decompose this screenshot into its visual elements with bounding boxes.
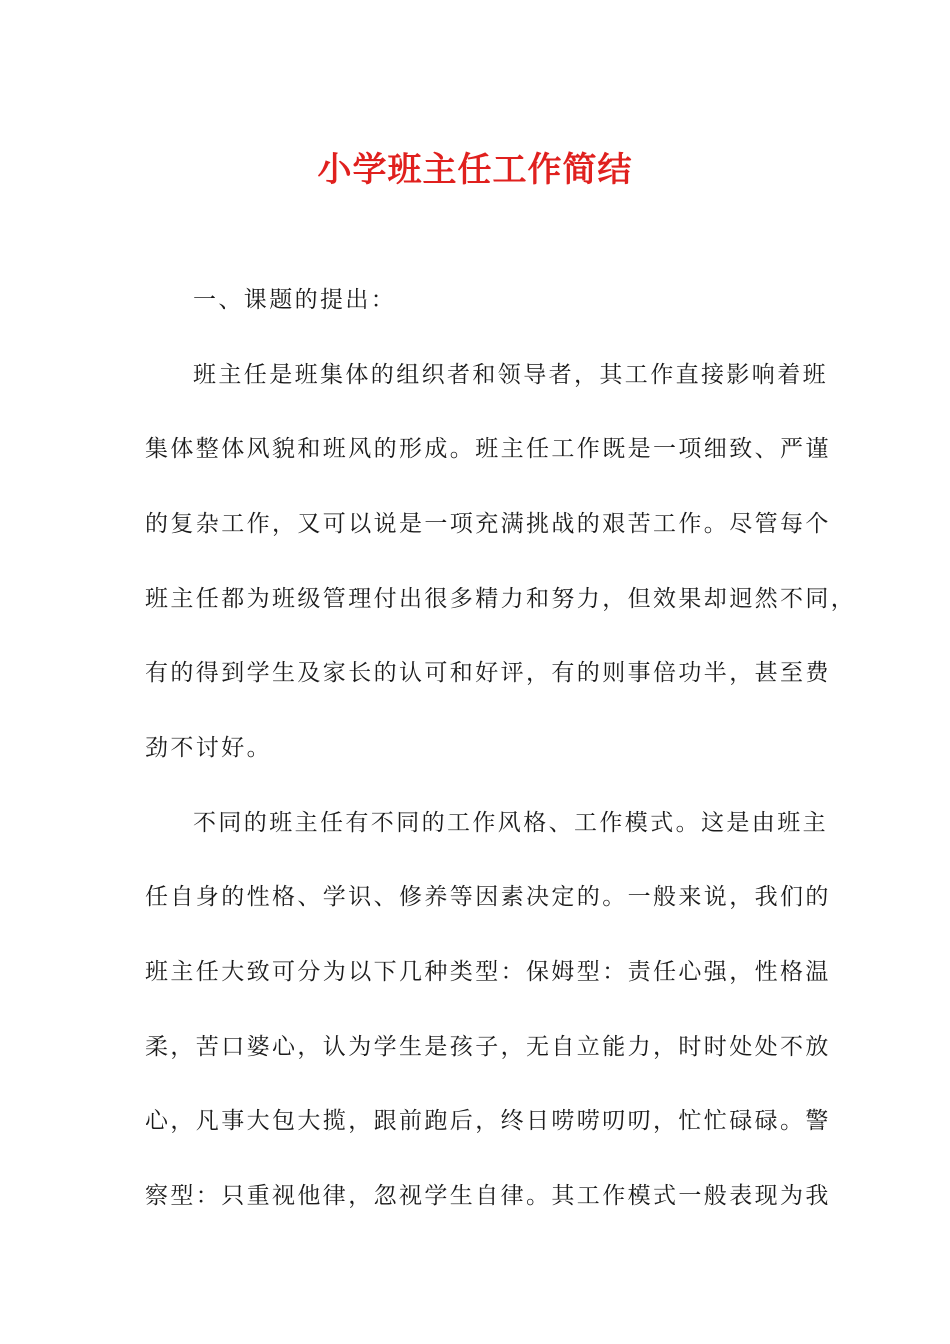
paragraph-line: 劲不讨好。	[145, 735, 272, 761]
paragraph-line: 柔，苦口婆心，认为学生是孩子，无自立能力，时时处处不放	[145, 1034, 831, 1060]
paragraph-line: 的复杂工作，又可以说是一项充满挑战的艰苦工作。尽管每个	[145, 511, 831, 537]
paragraph-line: 班主任是班集体的组织者和领导者，其工作直接影响着班	[193, 362, 828, 388]
document-title: 小学班主任工作简结	[317, 150, 633, 190]
paragraph-line: 有的得到学生及家长的认可和好评，有的则事倍功半，甚至费	[145, 660, 831, 686]
paragraph-line: 班主任大致可分为以下几种类型：保姆型：责任心强，性格温	[145, 959, 831, 985]
paragraph-line: 集体整体风貌和班风的形成。班主任工作既是一项细致、严谨	[145, 436, 831, 462]
paragraph-line: 任自身的性格、学识、修养等因素决定的。一般来说，我们的	[145, 884, 831, 910]
paragraph-line: 察型：只重视他律，忽视学生自律。其工作模式一般表现为我	[145, 1183, 831, 1209]
section-heading: 一、课题的提出：	[193, 287, 397, 313]
paragraph-line: 不同的班主任有不同的工作风格、工作模式。这是由班主	[193, 810, 828, 836]
paragraph-line: 班主任都为班级管理付出很多精力和努力，但效果却迥然不同，	[145, 586, 857, 612]
paragraph-line: 心，凡事大包大揽，跟前跑后，终日唠唠叨叨，忙忙碌碌。警	[145, 1108, 831, 1134]
